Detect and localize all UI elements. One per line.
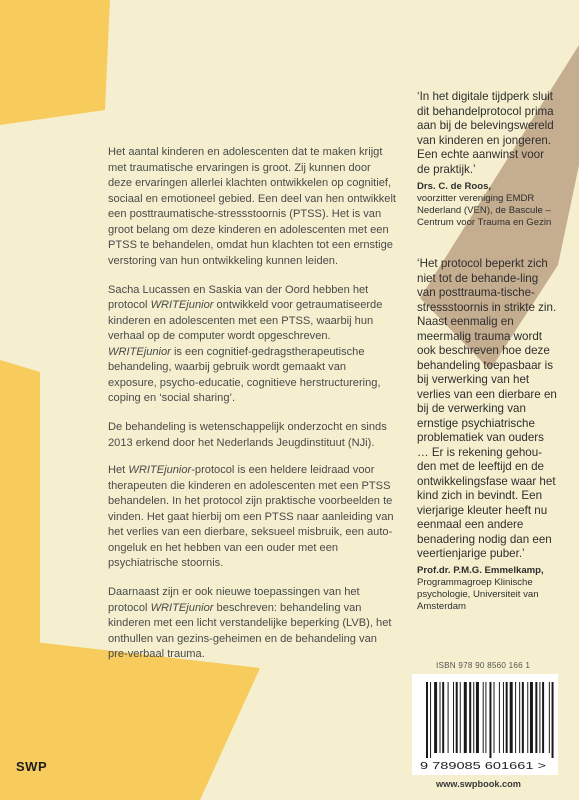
barcode-bar	[494, 682, 495, 753]
paragraph-intro: Het aantal kinderen en adolescenten dat te maken krijgt met traumatische ervaringen is groot. Zij kunnen door deze ervaringen allerlei klachten ontwikkelen op cognitief, sociaal en emotioneel gebied. Een deel van hen ontwikkelt een posttraumatische-stressstoornis (PTSS). Het is van groot belang om deze kinderen en adolescenten met een PTSS te behandelen, omdat hun klachten tot een ernstige verstoring van hun ontwikkeling kunnen leiden.	[108, 146, 397, 267]
barcode-bar	[552, 682, 554, 758]
publisher-logo: SWP	[16, 759, 48, 774]
barcode-bar	[499, 682, 500, 753]
paragraph-authors: Sacha Lucassen en Saskia van der Oord hebben het protocol WRITEjunior ontwikkeld voor getraumatiseerde kinderen en adolescenten met een PTSS, waarbij hun verhaal op de computer wordt opgeschreven. WRITEjunior is een cognitief-gedragstherapeutische behandeling, waarbij gebruik wordt gemaakt van exposure, psycho-educatie, cognitieve herstructurering, coping en ‘social sharing’.	[108, 283, 383, 404]
barcode-bar	[530, 682, 533, 753]
barcode-bar	[489, 682, 491, 758]
quote-text: ‘Het protocol beperkt zich niet tot de behande-ling van posttrauma-tische-stressstoornis in strikte zin. Naast eenmalig en meermalig trauma wordt ook beschreven hoe deze behandeling toepasbaar is bij verwerking van het verlies van een dierbare en bij de verwerking van ernstige psychiatrische problematiek van ouders … Er is rekening gehou-den met de leeftijd en de ontwikkelingsfase waar het kind zich in bevindt. Een vierjarige kleuter heeft nu eenmaal een andere benadering nodig dan een veertienjarige puber.’	[417, 257, 557, 560]
barcode-bar	[485, 682, 486, 753]
barcode-bar	[510, 682, 513, 753]
quote-author: Drs. C. de Roos,	[417, 181, 492, 192]
barcode-bar	[527, 682, 528, 753]
endorsements	[417, 90, 557, 613]
barcode-bar	[542, 682, 544, 753]
paragraph-research: De behandeling is wetenschappelijk onderzocht en sinds 2013 erkend door het Nederlands Jeugdinstituut (NJi).	[108, 421, 387, 449]
paragraph-applications: Daarnaast zijn er ook nieuwe toepassingen van het protocol WRITEjunior beschreven: behandeling van kinderen met een licht verstandelijke beperking (LVB), het onthullen van gezins-geheimen en de behandeling van pre-verbaal trauma.	[108, 586, 392, 660]
paragraph-protocol: Het WRITEjunior-protocol is een heldere leidraad voor therapeuten die kinderen en adolescenten met een PTSS behandelen. In het protocol zijn praktische voorbeelden te vinden. Het gaat hierbij om een PTSS naar aanleiding van het verlies van een dierbare, seksueel misbruik, een auto-ongeluk en het hebben van een ouder met een psychiatrische stoornis.	[108, 464, 394, 569]
barcode-digits: 9 789085 601661 >	[420, 760, 546, 772]
barcode-bar	[473, 682, 474, 753]
barcode-bar	[476, 682, 479, 753]
barcode-bar	[522, 682, 524, 753]
barcode-bar	[442, 682, 444, 753]
isbn-label: ISBN 978 90 8560 166 1	[436, 661, 531, 670]
barcode-bar	[453, 682, 454, 753]
barcode-bar	[469, 682, 471, 753]
quote-emmelkamp	[417, 257, 557, 613]
quote-author: Prof.dr. P.M.G. Emmelkamp,	[417, 564, 544, 576]
quote-text: ‘In het digitale tijdperk sluit dit behandelprotocol prima aan bij de belevingswereld van kinderen en jongeren. Een echte aanwinst voor de praktijk.’	[417, 90, 554, 176]
barcode-bar	[460, 682, 461, 753]
barcode-bar	[434, 682, 437, 753]
barcode-bar	[464, 682, 467, 753]
barcode	[412, 674, 558, 775]
quote-author-role: voorzitter vereniging EMDR Nederland (VEN), de Bascule – Centrum voor Trauma en Gezin	[417, 193, 552, 228]
barcode-bar	[430, 682, 431, 758]
quote-de-roos	[417, 90, 557, 229]
barcode-bar	[456, 682, 458, 753]
barcode-bar	[448, 682, 449, 753]
yellow-shape-top-left	[0, 0, 110, 125]
barcode-bar	[535, 682, 537, 753]
publisher-url: www.swpbook.com	[436, 779, 521, 789]
quote-author-role: Programmagroep Klinische psychologie, Universiteit van Amsterdam	[417, 576, 539, 612]
barcode-graphic	[412, 674, 558, 775]
barcode-bar	[503, 682, 504, 753]
barcode-bar	[519, 682, 520, 753]
barcode-bar	[506, 682, 508, 753]
barcode-bar	[440, 682, 441, 753]
barcode-bar	[515, 682, 516, 753]
barcode-bar	[549, 682, 550, 753]
barcode-bar	[483, 682, 484, 753]
body-text	[108, 145, 396, 676]
barcode-bar	[539, 682, 540, 753]
barcode-bar	[426, 682, 428, 758]
